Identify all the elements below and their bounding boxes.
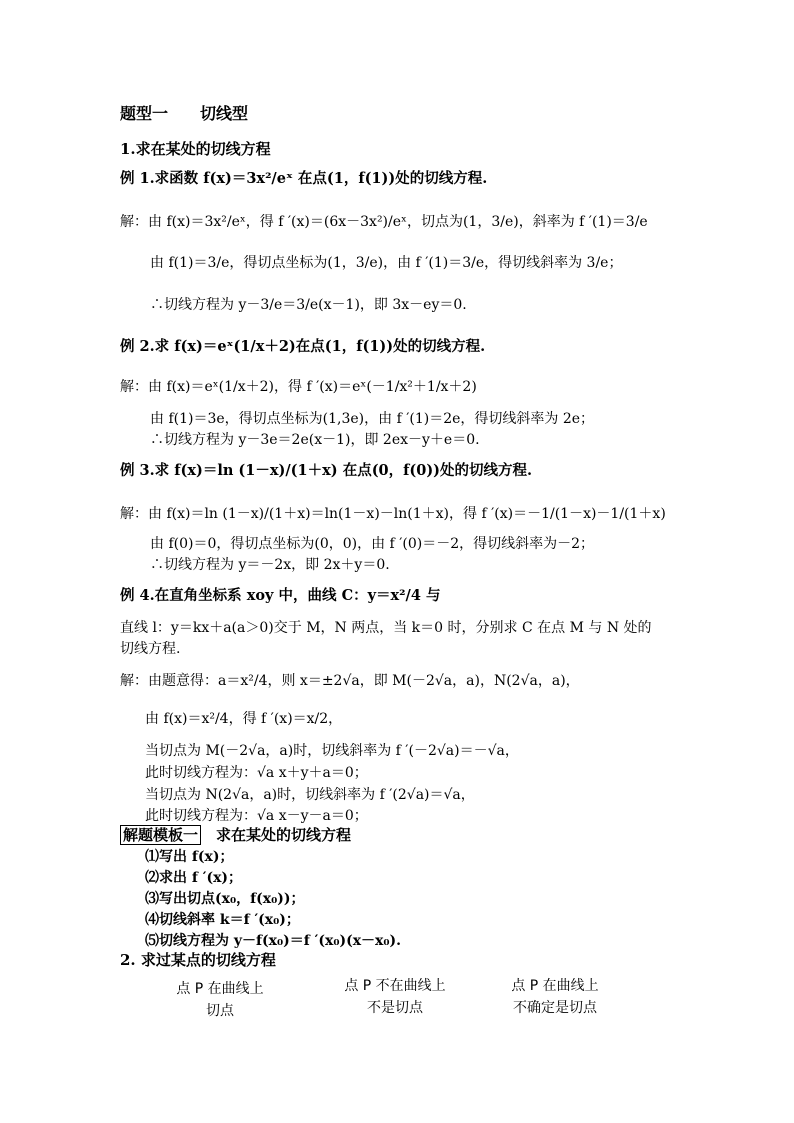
template-step-1: ⑴写出 f(x)；	[145, 849, 234, 865]
example-2-step-1: 解：由 f(x)＝eˣ(1/x＋2)，得 f ′(x)＝eˣ(－1/x²＋1/x＋2)	[120, 379, 477, 395]
example-1-step-3: ∴切线方程为 y－3/e＝3/e(x－1)，即 3x－ey＝0.	[150, 297, 467, 313]
example-2-step-3: ∴切线方程为 y－3e＝2e(x－1)，即 2ex－y＋e＝0.	[150, 432, 480, 448]
case-2-line-1: 点 P 不在曲线上	[344, 978, 446, 994]
example-2-question: 例 2.求 f(x)＝eˣ(1/x＋2)在点(1，f(1))处的切线方程.	[120, 338, 486, 355]
example-1-step-2: 由 f(1)＝3/e，得切点坐标为(1，3/e)，由 f ′(1)＝3/e，得切线斜率为 3/e；	[150, 255, 623, 271]
case-2-line-2: 不是切点	[367, 1000, 423, 1016]
case-3	[490, 975, 620, 1019]
case-1	[160, 978, 280, 1022]
example-4-step-1: 解：由题意得：a＝x²/4，则 x＝±2√a，即 M(－2√a，a)，N(2√a，a)，	[120, 673, 580, 689]
subsection-1-heading: 1.求在某处的切线方程	[120, 140, 271, 158]
example-4-step-6: 此时切线方程为：√a x－y－a＝0；	[145, 808, 368, 824]
case-1-line-1: 点 P 在曲线上	[176, 981, 264, 997]
example-4-question-line-3: 切线方程.	[120, 641, 181, 657]
case-3-line-1: 点 P 在曲线上	[511, 978, 599, 994]
template-step-5: ⑸切线方程为 y－f(x₀)＝f ′(x₀)(x－x₀).	[145, 933, 402, 949]
template-step-3: ⑶写出切点(x₀，f(x₀))；	[145, 891, 305, 907]
template-step-4: ⑷切线斜率 k＝f ′(x₀)；	[145, 912, 300, 928]
example-4-step-2: 由 f(x)＝x²/4，得 f ′(x)＝x/2，	[145, 711, 343, 727]
example-3-question: 例 3.求 f(x)＝ln (1－x)/(1＋x) 在点(0，f(0))处的切线方程.	[120, 462, 533, 479]
case-3-line-2: 不确定是切点	[513, 1000, 597, 1016]
example-4-step-5: 当切点为 N(2√a，a)时，切线斜率为 f ′(2√a)＝√a，	[145, 787, 475, 803]
subsection-2-heading: 2. 求过某点的切线方程	[120, 951, 276, 969]
example-3-step-2: 由 f(0)＝0，得切点坐标为(0，0)，由 f ′(0)＝－2，得切线斜率为－2；	[150, 536, 595, 552]
example-4-question-line-2: 直线 l：y＝kx＋a(a＞0)交于 M，N 两点，当 k＝0 时，分别求 C 在点 M 与 N 处的	[120, 620, 652, 636]
case-1-line-2: 切点	[206, 1003, 234, 1019]
example-4-step-3: 当切点为 M(－2√a，a)时，切线斜率为 f ′(－2√a)＝－√a，	[145, 743, 519, 759]
example-2-step-2: 由 f(1)＝3e，得切点坐标为(1,3e)，由 f ′(1)＝2e，得切线斜率为 2e；	[150, 411, 595, 427]
example-1-step-1: 解：由 f(x)＝3x²/eˣ，得 f ′(x)＝(6x－3x²)/eˣ，切点为(1，3/e)，斜率为 f ′(1)＝3/e	[120, 214, 648, 230]
example-4-step-4: 此时切线方程为：√a x＋y＋a＝0；	[145, 765, 368, 781]
template-title: 求在某处的切线方程	[201, 826, 352, 844]
example-3-step-1: 解：由 f(x)＝ln (1－x)/(1＋x)＝ln(1－x)－ln(1＋x)，得 f ′(x)＝－1/(1－x)－1/(1＋x)	[120, 506, 666, 522]
example-1-question: 例 1.求函数 f(x)＝3x²/eˣ 在点(1，f(1))处的切线方程.	[120, 170, 488, 187]
template-tag: 解题模板一	[120, 825, 201, 845]
case-2	[330, 975, 460, 1019]
section-title: 题型一 切线型	[120, 104, 249, 123]
example-3-step-3: ∴切线方程为 y＝－2x，即 2x＋y＝0.	[150, 557, 390, 573]
example-4-question: 例 4.在直角坐标系 xoy 中，曲线 C：y＝x²/4 与	[120, 587, 441, 604]
template-step-2: ⑵求出 f ′(x)；	[145, 870, 243, 886]
template-heading	[120, 826, 351, 844]
